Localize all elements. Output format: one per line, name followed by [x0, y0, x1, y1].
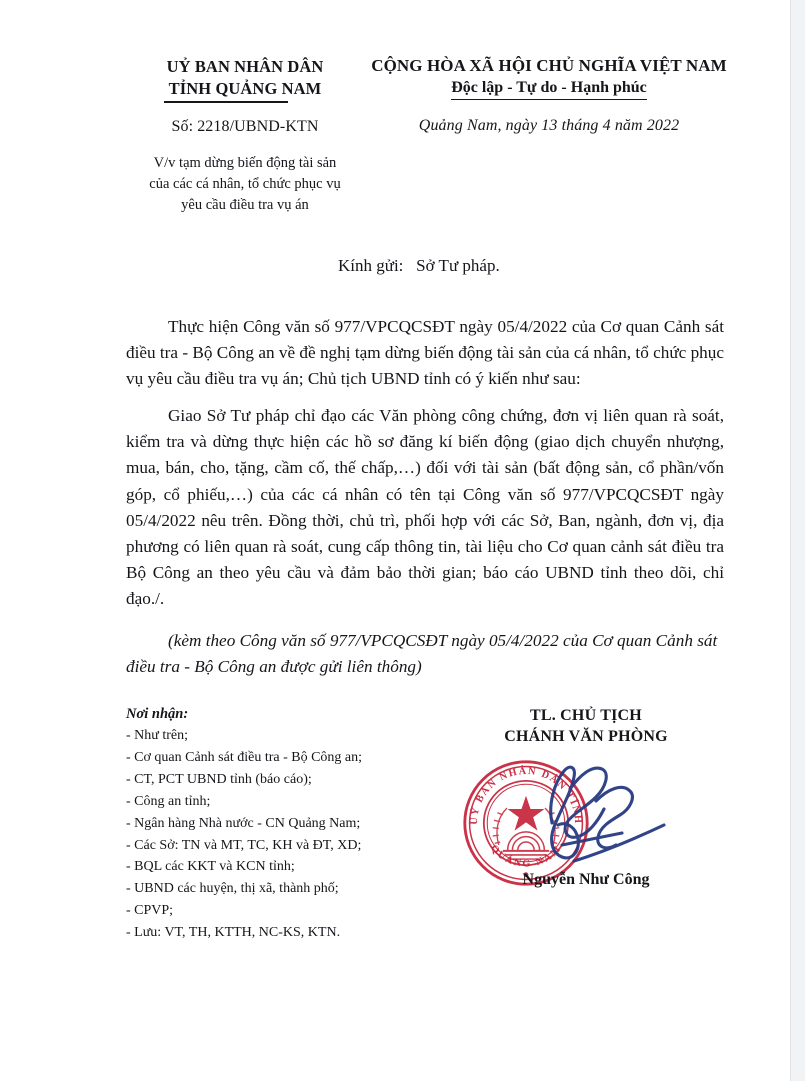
- organization-name-line1: UỶ BAN NHÂN DÂN: [166, 57, 324, 76]
- document-header: [126, 56, 728, 216]
- svg-text:UỶ BAN NHÂN DÂN TỈNH: UỶ BAN NHÂN DÂN TỈNH: [468, 766, 584, 826]
- recipients-block: [126, 706, 426, 943]
- document-number: Số: 2218/UBND-KTN: [171, 117, 319, 135]
- recipients-title: Nơi nhận:: [126, 706, 189, 723]
- body-paragraph-3-note: (kèm theo Công văn số 977/VPCQCSĐT ngày 05/4/2022 của Cơ quan Cảnh sát điều tra - Bộ Công an được gửi liên thông): [126, 631, 718, 677]
- signature-title: [444, 706, 728, 747]
- motto-underline: [451, 99, 647, 100]
- recipient-label: Kính gửi:: [338, 255, 404, 275]
- national-heading-block: [364, 56, 728, 135]
- signature-title-line1: TL. CHỦ TỊCH: [530, 707, 642, 725]
- body-paragraph-1: Thực hiện Công văn số 977/VPCQCSĐT ngày 05/4/2022 của Cơ quan Cảnh sát điều tra - Bộ Công an về đề nghị tạm dừng biến động tài sản của cá nhân, tổ chức phục vụ yêu cầu điều tra vụ án; Chủ tịch UBND tỉnh có ý kiến như sau:: [126, 316, 724, 388]
- issuing-authority-block: [126, 56, 364, 216]
- handwritten-signature: [518, 749, 708, 879]
- list-item: - Ngân hàng Nhà nước - CN Quảng Nam;: [126, 815, 361, 831]
- list-item: - CPVP;: [126, 903, 174, 919]
- list-item: - Công an tỉnh;: [126, 793, 211, 809]
- document-body: [126, 314, 728, 681]
- list-item: - Lưu: VT, TH, KTTH, NC-KS, KTN.: [126, 924, 341, 940]
- list-item: - CT, PCT UBND tỉnh (báo cáo);: [126, 772, 312, 788]
- subject-line-1: V/v tạm dừng biến động tài sản: [153, 154, 337, 171]
- organization-province-prefix: TỈNH: [168, 79, 216, 99]
- recipient-line: [126, 256, 728, 276]
- organization-name-line2: [164, 78, 326, 103]
- list-item: - Các Sở: TN và MT, TC, KH và ĐT, XD;: [126, 837, 362, 853]
- svg-text:QUẢNG NAM: QUẢNG NAM: [487, 843, 565, 871]
- national-title: CỘNG HÒA XÃ HỘI CHỦ NGHĨA VIỆT NAM: [371, 56, 727, 75]
- list-item: - Như trên;: [126, 728, 189, 744]
- recipients-list: [126, 725, 426, 943]
- national-motto-text: Độc lập - Tự do - Hạnh phúc: [451, 79, 647, 96]
- signer-name: Nguyễn Như Công: [522, 871, 650, 889]
- list-item: - BQL các KKT và KCN tỉnh;: [126, 859, 295, 875]
- signature-area: [444, 747, 728, 871]
- national-motto: [451, 79, 647, 100]
- list-item: - Cơ quan Cảnh sát điều tra - Bộ Công an;: [126, 750, 363, 766]
- organization-underline: [164, 101, 288, 102]
- organization-name: [126, 56, 364, 103]
- recipient-value: Sở Tư pháp.: [416, 255, 500, 275]
- subject-line-3: yêu cầu điều tra vụ án: [181, 196, 309, 213]
- signature-title-line2: CHÁNH VĂN PHÒNG: [504, 727, 668, 745]
- document-footer: [126, 706, 728, 943]
- organization-province-name: QUẢNG NAM: [215, 79, 322, 99]
- body-paragraph-2: Giao Sở Tư pháp chỉ đạo các Văn phòng công chứng, đơn vị liên quan rà soát, kiểm tra và dừng thực hiện các hồ sơ đăng kí biến động (giao dịch chuyển nhượng, mua, bán, cho, tặng, cầm cố, thế chấp,…) đối với tài sản (bất động sản, cổ phần/vốn góp, cổ phiếu,…) của các cá nhân có tên tại Công văn số 977/VPCQCSĐT ngày 05/4/2022 nêu trên. Đồng thời, chủ trì, phối hợp với các Sở, Ban, ngành, đơn vị, địa phương có liên quan rà soát, cung cấp thông tin, tài liệu cho Cơ quan cảnh sát điều tra Bộ Công an theo yêu cầu và đảm bảo thời gian; báo cáo UBND tỉnh theo dõi, chỉ đạo./.: [126, 406, 724, 609]
- signature-block: [426, 706, 728, 889]
- subject-line-2: của các cá nhân, tổ chức phục vụ: [149, 175, 341, 192]
- document-subject: [126, 153, 364, 216]
- place-and-date: Quảng Nam, ngày 13 tháng 4 năm 2022: [418, 117, 680, 135]
- list-item: - UBND các huyện, thị xã, thành phố;: [126, 881, 339, 897]
